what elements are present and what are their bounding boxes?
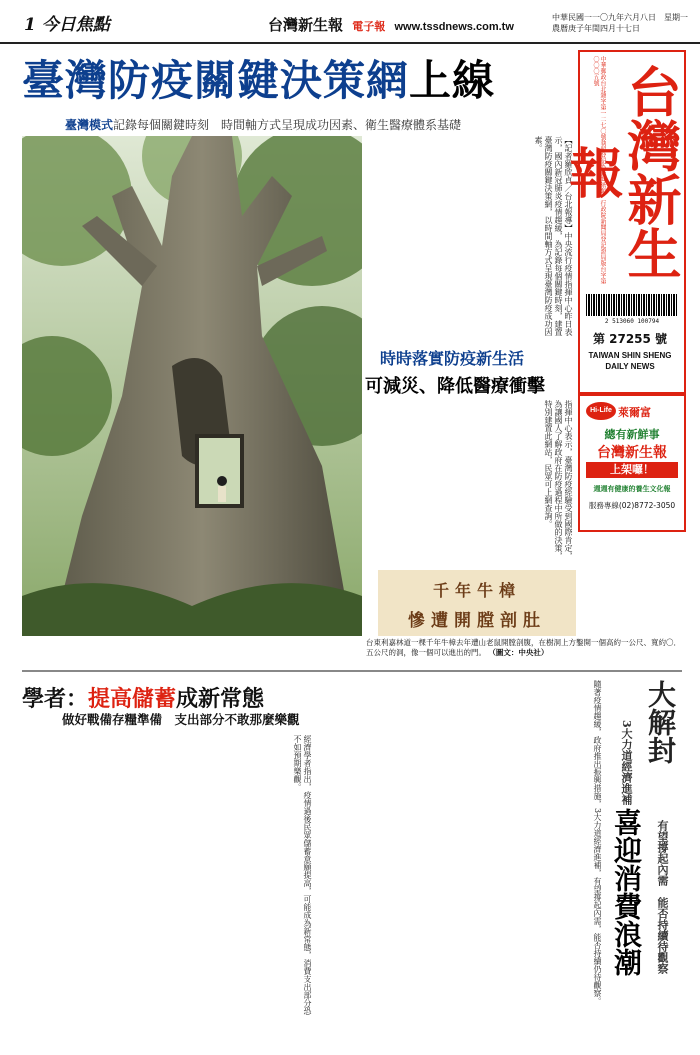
lead-subhead: [65, 116, 461, 133]
lead-subhead-label: 臺灣模式: [65, 118, 114, 132]
masthead-logo: 台灣新生報: [561, 64, 683, 280]
third-story-title2: 喜迎消費浪潮: [610, 808, 643, 976]
hilife-ad[interactable]: [578, 394, 686, 532]
issue-number: 第 27255 號: [592, 332, 668, 346]
ad-line1: 總有新鮮事: [604, 428, 660, 441]
third-story-body: [320, 680, 602, 1020]
english-name: [580, 350, 680, 372]
hilife-logo: Hi-Life: [586, 402, 616, 420]
second-headline-red: 提高儲蓄: [88, 687, 177, 712]
barcode-number: 2 513060 100794: [604, 318, 660, 325]
lead-body-text: [368, 136, 573, 336]
lead-headline: [22, 48, 495, 108]
lead-headline-main: 臺灣防疫關鍵決策網: [22, 56, 410, 105]
barcode: [586, 294, 678, 316]
third-story-kicker: 3大力道經濟進補: [620, 720, 633, 805]
section-name: 今日焦點: [41, 15, 110, 35]
ad-line4: 週週有健康的養生文化報: [593, 485, 671, 493]
photo-story-title-line1: 千年牛樟: [432, 581, 521, 600]
lead-subhead-text: 記錄每個關鍵時刻 時間軸方式呈現成功因素、衛生醫療體系基礎: [113, 118, 462, 132]
ad-brand: 萊爾富: [618, 406, 651, 419]
english-name-line2: DAILY NEWS: [605, 362, 655, 371]
ad-line2: 台灣新生報: [597, 445, 667, 461]
second-story-body: [22, 735, 312, 1020]
masthead: [561, 50, 686, 394]
second-story-paragraph: 經濟學者指出，疫情過後民眾儲蓄意願提高，可能成為新常態，消費支出部分恐不如預期樂觀。: [293, 735, 312, 1015]
third-story-title1: 大解封: [644, 680, 677, 764]
english-name-line1: TAIWAN SHIN SHENG: [588, 351, 672, 360]
edition-label: 電子報: [352, 20, 386, 33]
site-url[interactable]: www.tssdnews.com.tw: [394, 21, 514, 33]
lead-callout-line1: 時時落實防疫新生活: [380, 349, 525, 368]
lead-headline-tail: 上線: [409, 56, 496, 105]
section-number: 1: [24, 15, 36, 35]
tree-photo: [22, 136, 362, 636]
third-story-subhead: 有望撐起內需 能否持續待觀察: [656, 820, 669, 974]
registration-text: 中華郵政台北雜字第一二七〇號執照登記為新聞紙類 行政院新聞局登記證局版台字第〇〇〇五號: [592, 56, 606, 284]
second-headline-rest: 成新常態: [176, 687, 265, 712]
photo-caption-text: 台東利嘉林道一棵千年牛樟去年遭山老鼠開膛剖腹，在樹洞上方鑿開一個高約一公尺、寬約〇．五公尺的洞，像一個可以進出的門。: [366, 638, 681, 657]
second-story-headline: [22, 682, 264, 713]
date-lunar: 農曆庚子年閏四月十七日: [552, 24, 640, 33]
header-brand: [268, 14, 514, 35]
page-header: [0, 0, 700, 44]
photo-credit: （圖文：中央社）: [488, 648, 549, 657]
second-story-subhead: 做好戰備存糧準備 支出部分不敢那麼樂觀: [62, 712, 300, 727]
header-brand-name: 台灣新生報: [268, 16, 344, 34]
photo-story-title-box: [378, 570, 576, 636]
lead-callout-line2: 可減災、降低醫療衝擊: [365, 376, 545, 397]
lead-body-paragraph-2: 指揮中心表示，臺灣防疫經驗受到國際肯定，為讓國人了解政府在防疫過程中所做的決策，特別建置此網站，民眾可上網查詢。: [544, 400, 573, 560]
tree-photo-illustration: [22, 136, 362, 636]
date-gregorian: 中華民國一一〇九年六月八日 星期一: [552, 13, 688, 22]
section-label: [24, 10, 110, 35]
third-story-paragraph: 隨著疫情趨緩，政府推出振興措施，3大力道經濟進補，有望撐起內需，能否持續仍待觀察。: [593, 680, 602, 1006]
lead-body-text-2: [368, 400, 573, 565]
lead-body-paragraph: 【記者羅欣貞／台北報導】中央流行疫情指揮中心昨日表示，國內新冠肺炎疫情趨緩，為記錄每個關鍵時刻，建置臺灣防疫關鍵決策網，以時間軸方式呈現臺灣防疫成功因素。: [534, 136, 573, 336]
second-headline-lead: 學者：: [22, 687, 89, 712]
ad-service-line: 服務專線(02)8772-3050: [588, 501, 676, 510]
ad-line3: 上架囉！: [586, 462, 678, 478]
photo-story-title-line2: 慘遭開膛剖肚: [408, 611, 546, 631]
photo-caption: [366, 638, 682, 658]
date-block: [552, 12, 688, 34]
